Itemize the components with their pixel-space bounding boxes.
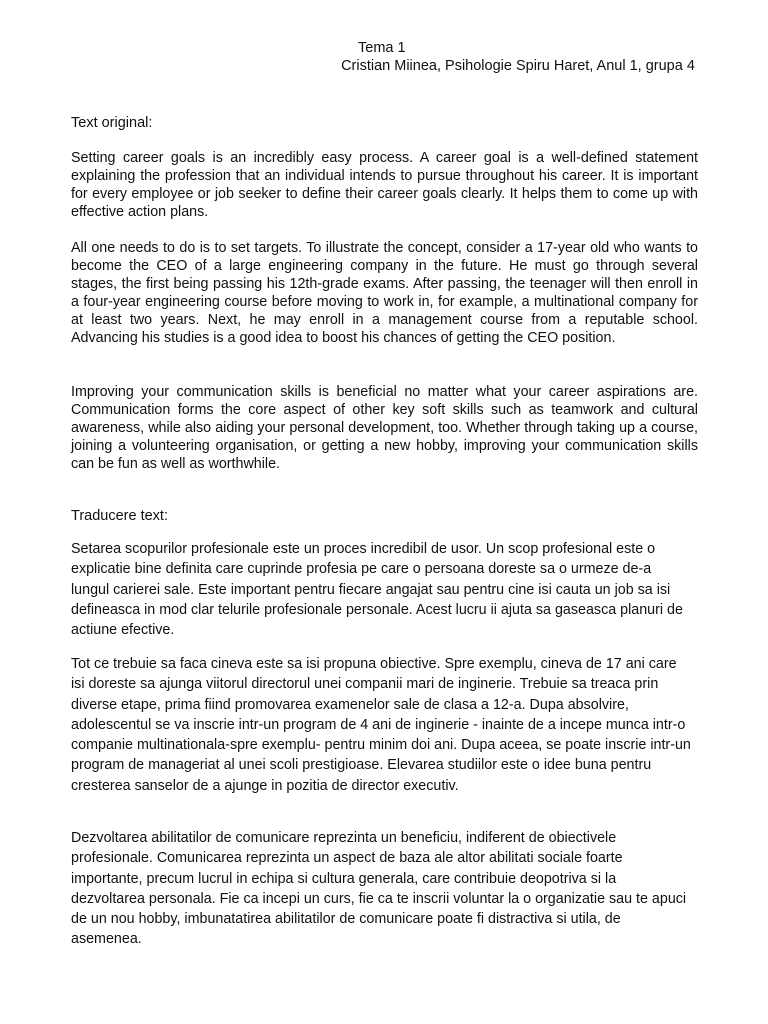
translation-label: Traducere text:	[71, 508, 168, 524]
assignment-title: Tema 1	[358, 40, 406, 56]
original-paragraph-3: Improving your communication skills is beneficial no matter what your career aspirations are. Communication forms the core aspect of other key soft skills such as teamwork and cultural awareness, while also aiding your personal development, too. Whether through taking up a course, joining a volunteering organisation, or getting a new hobby, improving your communication skills can be fun as well as worthwhile.	[71, 384, 698, 472]
translation-paragraph-2: Tot ce trebuie sa faca cineva este sa isi propuna obiective. Spre exemplu, cineva de 17 ani care isi doreste sa ajunga viitorul directorul unei companii mari de inginerie. Trebuie sa treaca prin diverse etape, prima fiind promovarea examenelor sale de clasa a 12-a. Dupa absolvire, adolescentul se va inscrie intr-un program de 4 ani de inginerie - inainte de a incepe munca intr-o companie multinationala-spre exemplu- pentru minim doi ani. Dupa aceea, se poate inscrie intr-un program de manageriat al unei scoli prestigioase. Elevarea studiilor este o idee buna pentru cresterea sanselor de a ajunge in pozitia de director executiv.	[71, 656, 691, 794]
translation-paragraph-1: Setarea scopurilor profesionale este un proces incredibil de usor. Un scop profesional este o explicatie bine definita care cuprinde profesia pe care o persoana doreste sa o urmeze de-a lungul carierei sale. Este important pentru fiecare angajat sau pentru cine isi cauta un job sa isi defineasca in mod clar telurile profesionale personale. Acest lucru ii ajuta sa gaseasca planuri de actiune efective.	[71, 541, 683, 639]
original-paragraph-1: Setting career goals is an incredibly easy process. A career goal is a well-defined statement explaining the profession that an individual intends to pursue throughout his career. It is important for every employee or job seeker to define their career goals clearly. It helps them to come up with effective action plans.	[71, 150, 698, 220]
author-line: Cristian Miinea, Psihologie Spiru Haret, Anul 1, grupa 4	[341, 58, 695, 74]
original-paragraph-2: All one needs to do is to set targets. To illustrate the concept, consider a 17-year old who wants to become the CEO of a large engineering company in the future. He must go through several stages, the first being passing his 12th-grade exams. After passing, the teenager will then enroll in a four-year engineering course before moving to work in, for example, a multinational company for at least two years. Next, he may enroll in a management course from a reputable school. Advancing his studies is a good idea to boost his chances of getting the CEO position.	[71, 240, 698, 346]
original-text-label: Text original:	[71, 115, 153, 131]
translation-paragraph-3: Dezvoltarea abilitatilor de comunicare reprezinta un beneficiu, indiferent de obiectivele profesionale. Comunicarea reprezinta un aspect de baza ale altor abilitati sociale foarte importante, precum lucrul in echipa si cultura generala, care contribuie deopotriva si la dezvoltarea personala. Fie ca incepi un curs, fie ca te inscrii voluntar la o organizatie sau te apuci de un nou hobby, imbunatatirea abilitatilor de comunicare poate fi distractiva si utila, de asemenea.	[71, 830, 687, 948]
